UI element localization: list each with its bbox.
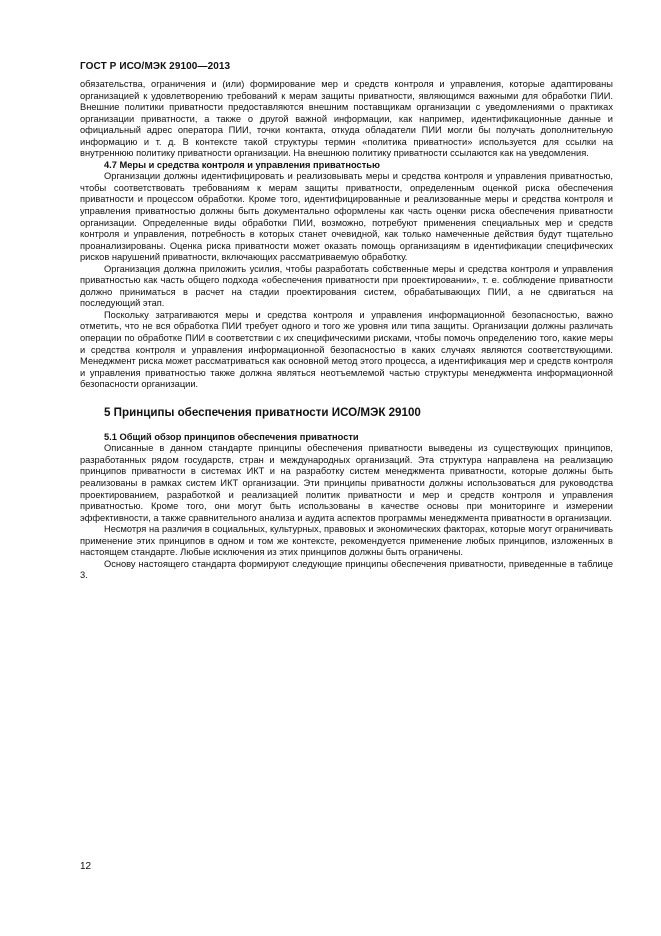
paragraph-policies-continued: обязательства, ограничения и (или) формирование мер и средств контроля и управления, которые адаптированы организацией к удовлетворению требований к мерам защиты приватности, являющимся важными для обработки ПИИ. Внешние политики приватности предоставляются внешним поставщикам организации с уведомлениями о практиках организации приватности, а также о другой важной информации, как например, идентификационные данные и официальный адрес оператора ПИИ, точки контакта, откуда обладатели ПИИ могли бы получать дополнительную информацию и т. д. В контексте такой структуры термин «политика приватности» используется для ссылки на внутреннюю политику приватности организации. На внешнюю политику приватности ссылаются как на уведомления. — [80, 79, 613, 159]
subsection-heading-5-1: 5.1 Общий обзор принципов обеспечения приватности — [104, 431, 359, 442]
page-number: 12 — [80, 861, 92, 872]
document-header: ГОСТ Р ИСО/МЭК 29100—2013 — [80, 61, 231, 72]
paragraph-controls-identification: Организации должны идентифицировать и реализовывать меры и средства контроля и управления приватностью, чтобы соответствовать требованиям к мерам защиты приватности, определенным оценкой риска обеспечения приватности и процессом обработки. Кроме того, идентифицированные и реализованные меры и средства контроля и управления приватностью должны быть документально оформлены как часть оценки риска обеспечения приватности организации. Определенные виды обработки ПИИ, возможно, потребуют применения специальных мер и средств контроля и управления, потребность в которых станет очевидной, как только намеченные действия будут тщательно проанализированы. Оценка риска приватности может оказать помощь организациям в идентификации специфических рисков нарушений приватности, включающих рассматриваемую обработку. — [80, 171, 613, 263]
section-heading-5: 5 Принципы обеспечения приватности ИСО/МЭК 29100 — [104, 405, 421, 419]
paragraph-principles-overview: Описанные в данном стандарте принципы обеспечения приватности выведены из существующих принципов, разработанных рядом государств, стран и международных организаций. Эта структура направлена на реализацию принципов приватности в системах ИКТ и на разработку систем менеджмента приватности, которые должны быть реализованы в рамках систем ИКТ организации. Эти принципы приватности должны использоваться для руководства проектированием, разработкой и реализацией политик приватности и мер и средств контроля и управления приватностью. Кроме того, они могут быть использованы в качестве основы при мониторинге и измерении эффективности, а также сравнительного анализа и аудита аспектов программы менеджмента приватности в организации. — [80, 443, 613, 523]
paragraph-security-controls: Поскольку затрагиваются меры и средства контроля и управления информационной безопасностью, важно отметить, что не вся обработка ПИИ требует одного и того же уровня или типа защиты. Организации должны различать операции по обработке ПИИ в соответствии с их специфическими рисками, чтобы помочь определению того, какие меры и средства контроля и управления информационной безопасностью в каких случаях являются соответствующими. Менеджмент риска может рассматриваться как основной метод этого процесса, а идентификация мер и средств контроля и управления приватностью также должна являться неотъемлемой частью структуры менеджмента информационной безопасности организации. — [80, 309, 613, 390]
paragraph-privacy-by-design: Организация должна приложить усилия, чтобы разработать собственные меры и средства контроля и управления приватностью как часть общего подхода «обеспечения приватности при проектировании», т. е. соблюдение приватности должно приниматься в расчет на стадии проектирования систем, обрабатывающих ПИИ, а не сдвигаться на последующий этап. — [80, 263, 613, 309]
subsection-heading-4-7: 4.7 Меры и средства контроля и управления приватностью — [104, 159, 380, 170]
document-body — [80, 79, 613, 582]
paragraph-principles-exceptions: Несмотря на различия в социальных, культурных, правовых и экономических факторах, которые могут ограничивать применение этих принципов в одном и том же контексте, рекомендуется применение любых принципов, изложенных в настоящем стандарте. Любые исключения из этих принципов должны быть ограничены. — [80, 524, 613, 558]
paragraph-principles-basis: Основу настоящего стандарта формируют следующие принципы обеспечения приватности, приведенные в таблице 3. — [80, 558, 613, 581]
